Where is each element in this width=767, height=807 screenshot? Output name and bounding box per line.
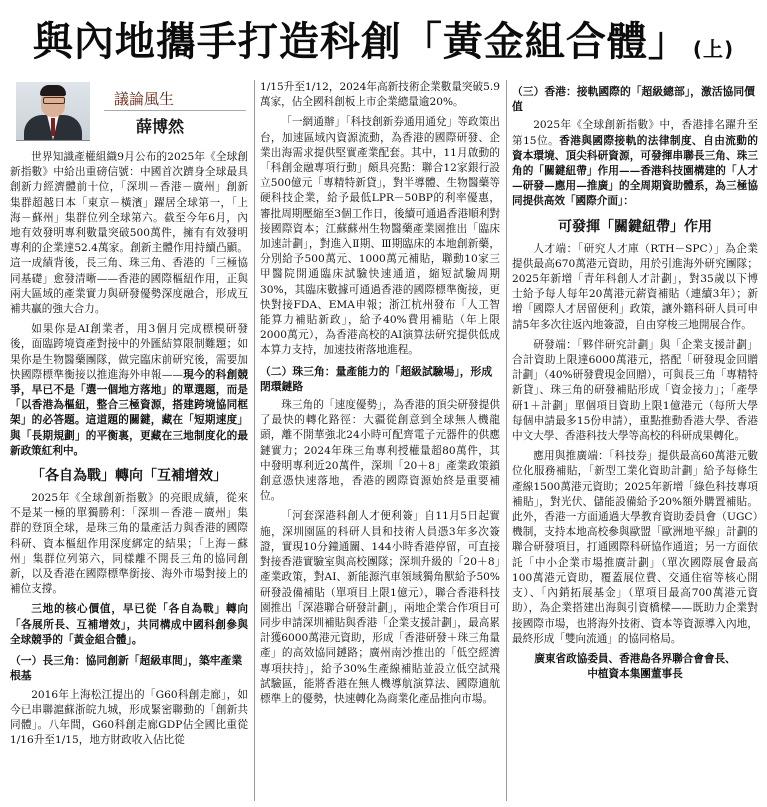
section-heading: （一）長三角：協同創新「超級車間」，築牢產業根基 <box>10 654 243 683</box>
paragraph-emphasis: 三地的核心價值，早已從「各自為戰」轉向「各展所長、互補增效」，共同構成中國科創參與全球競爭的「黃金組合體」。 <box>10 603 248 646</box>
subheading: 「各自為戰」轉向「互補增效」 <box>31 468 227 485</box>
paragraph: 研發端：「夥伴研究計劃」與「企業支援計劃」合計資助上限達6000萬港元，搭配「研發現金回贈計劃」（40%研發費現金回贈），可與長三角「專精特新貸」、珠三角的研發補貼形成「資金接力」；「產學研1＋計劃」單個項目資助上限1億港元（每所大學每個申請最多15份申請），重點推動香港大學、香港中文大學、香港科技大學等高校的科研成果轉化。 <box>512 338 758 443</box>
section-heading: （三）香港：接軌國際的「超級總部」，激活協同價值 <box>512 85 755 114</box>
paragraph: 珠三角的「速度優勢」，為香港的頂尖研發提供了最快的轉化路徑：大疆從創意到全球無人機龍頭，離不開華強北24小時可配齊電子元器件的供應鏈實力；2024年珠三角專利授權量超80萬件，其中發明專利近20萬件，深圳「20＋8」產業政策鎖創意憑快速落地，香港的國際資源始終是重要補位。 <box>260 399 500 503</box>
byline <box>10 80 248 144</box>
subheading: 可發揮「關鍵紐帶」作用 <box>558 218 712 235</box>
paragraph <box>10 322 248 459</box>
paragraph-emphasis: 香港與國際接軌的法律制度、自由流動的資本環境、頂尖科研資源，可發揮串聯長三角、珠三角的「關鍵紐帶」作用——香港科技園構建的「人才—研發—應用—推廣」的全周期資助體系，為三極協同提供高效「國際介面」： <box>512 134 758 208</box>
paragraph <box>512 118 758 209</box>
headline <box>0 0 767 76</box>
author-credit: 廣東省政協委員、香港島各界聯合會會長、 <box>534 652 736 665</box>
author-credit: 中植資本集團董事長 <box>587 668 683 681</box>
paragraph: 2025年《全球創新指數》的亮眼成績，從來不是某一極的單獨勝利：「深圳－香港－廣州」集群的登頂全球，是珠三角的量產活力與香港的國際科研、資本樞紐作用深度綁定的結果；「上海－蘇州」集群位列第六，同樣離不開長三角的協同創新，以及香港在國際標準銜接、海外市場對接上的補位支撐。 <box>10 492 248 596</box>
column-2 <box>260 80 500 803</box>
headline-title: 與內地攜手打造科創「黃金組合體」 <box>32 18 689 65</box>
column-divider <box>506 80 507 801</box>
column-1 <box>10 80 248 803</box>
paragraph: 2016年上海松江提出的「G60科創走廊」，如今已串聯滬蘇浙皖九城，形成緊密聯動的「創新共同體」。八年間，G60科創走廊GDP佔全國比重從1/16升至1/15，地方財政收入佔比從 <box>10 688 248 747</box>
paragraph: 人才端：「研究人才庫（RTH－SPC）」為企業提供最高670萬港元資助，用於引進海外研究團隊；2025年新增「青年科創人才計劃」，對35歲以下博士給予每人每年20萬港元薪資補貼（連續3年）；新增「國際人才居留便利」政策，讓外籍科研人員可申請5年多次往返內地簽證，自由穿梭三地開展合作。 <box>512 242 758 331</box>
paragraph-emphasis: 現今的科創競爭，早已不是「選一個地方落地」的單選題，而是「以香港為樞紐，整合三極資源，搭建跨境協同框架」的必答題。這道題的關鍵，藏在「短期速度」與「長期規劃」的平衡裏，更藏在三地制度化的最新政策紅利中。 <box>10 368 248 457</box>
section-heading: （二）珠三角：量產能力的「超級試驗場」，形成閉環鏈路 <box>260 364 493 393</box>
paragraph: 應用與推廣端：「科技券」提供最高60萬港元數位化服務補貼，「新型工業化資助計劃」給予每條生產線1500萬港元資助；2025年新增「綠色科技專項補貼」，對光伏、儲能設備給予20%額外購置補貼。此外，香港一方面通過大學教育資助委員會（UGC）機制，支持本地高校參與歐盟「歐洲地平線」計劃的聯合研發項目，打通國際科研協作通道；另一方面依託「中小企業市場推廣計劃」（單次國際展會最高100萬港元資助，覆蓋展位費、交通住宿等核心開支）、「內銷拓展基金」（單項目最高700萬港元資助），為企業搭建出海與引資橋樑——既助力企業對接國際市場，也將海外技術、資本等資源導入內地，最終形成「雙向流通」的協同格局。 <box>512 450 758 645</box>
author-name: 薛博然 <box>136 117 185 136</box>
paragraph: 「一網通辦」「科技創新券通用通兌」等政策出台，加速區域內資源流動，為香港的國際研發、企業出海需求提供堅實產業配套。其中，11月啟動的「科創金融專項行動」頗具亮點：聯合12家銀行設立500億元「專精特新貸」，對半導體、生物醫藥等硬科技企業，給予最低LPR－50BP的利率優惠，審批周期壓縮至3個工作日，後續可通過香港順利對接國際資本；江蘇蘇州生物醫藥產業園推出「臨床加速計劃」，對進入Ⅱ期、Ⅲ期臨床的本地創新藥，分別給予500萬元、1000萬元補貼，聯動10家三甲醫院開通臨床試驗快速通道，縮短試驗周期30%，其臨床數據可通過香港的國際標準衡接，更快對接FDA、EMA申報；浙江杭州發布「人工智能算力補貼新政」，給予40%費用補貼（年上限2000萬元），為香港高校的AI演算法研究提供低成本算力支持，加速技術落地進程。 <box>260 116 500 357</box>
paragraph: 世界知識產權組織9月公布的2025年《全球創新指數》中給出重磅信號：中國首次躋身全球最具創新力經濟體前十位，「深圳－香港－廣州」創新集群超越日本「東京－橫濱」躍居全球第一，「上海－蘇州」集群位列全球第六。截至今年6月，內地有效發明專利數量突破500萬件，擁有有效發明專利的企業達52.4萬家。創新主體作用持續凸顯。這一成績背後，長三角、珠三角、香港的「三極協同基礎」愈發清晰——香港的國際樞紐作用，正與兩大區域的產業實力與研發優勢深度融合，形成互補共贏的強大合力。 <box>10 151 248 316</box>
author-photo <box>16 82 90 141</box>
paragraph: 「河套深港科創人才便利簽」自11月5日起實施，深圳園區的科研人員和技術人員憑3年多次簽證，實現10分鐘通關、144小時香港停留，可直接對接香港實驗室與高校團隊；深圳升級的「20＋8」產業政策，對AI、新能源汽車領域獨角獸給予50%研發設備補貼（單項目上限1億元），聯合香港科技園推出「深港聯合研發計劃」，兩地企業合作項目可同步申請深圳補貼與香港「企業支援計劃」，最高累計獲6000萬港元資助，形成「香港研發＋珠三角量產」的高效協同鏈路；廣州南沙推出的「低空經濟專項扶持」，給予30%生產線補貼並設立低空試飛試驗區，能將香港在無人機導航演算法、國際適航標準上的優勢，快速轉化為商業化產品推向市場。 <box>260 510 500 705</box>
column-name: 議論風生 <box>114 90 175 108</box>
paragraph-text: 2025年《全球創新指數》中，香港排名躍升至第15位。 <box>512 119 758 147</box>
column-divider <box>254 80 255 801</box>
headline-part: (上) <box>692 37 735 61</box>
paragraph: 1/15升至1/12，2024年高新技術企業數量突破5.9萬家，佔全國科創板上市企業總量逾20%。 <box>260 81 500 109</box>
column-3 <box>512 80 758 803</box>
paragraph-text: 如果你是AI創業者，用3個月完成標模研發後，面臨跨境資產對接中的外匯結算限制難題；如果你是生物醫藥團隊，做完臨床前研究後，需要加快國際標準衡接以推進海外申報—— <box>10 323 248 381</box>
